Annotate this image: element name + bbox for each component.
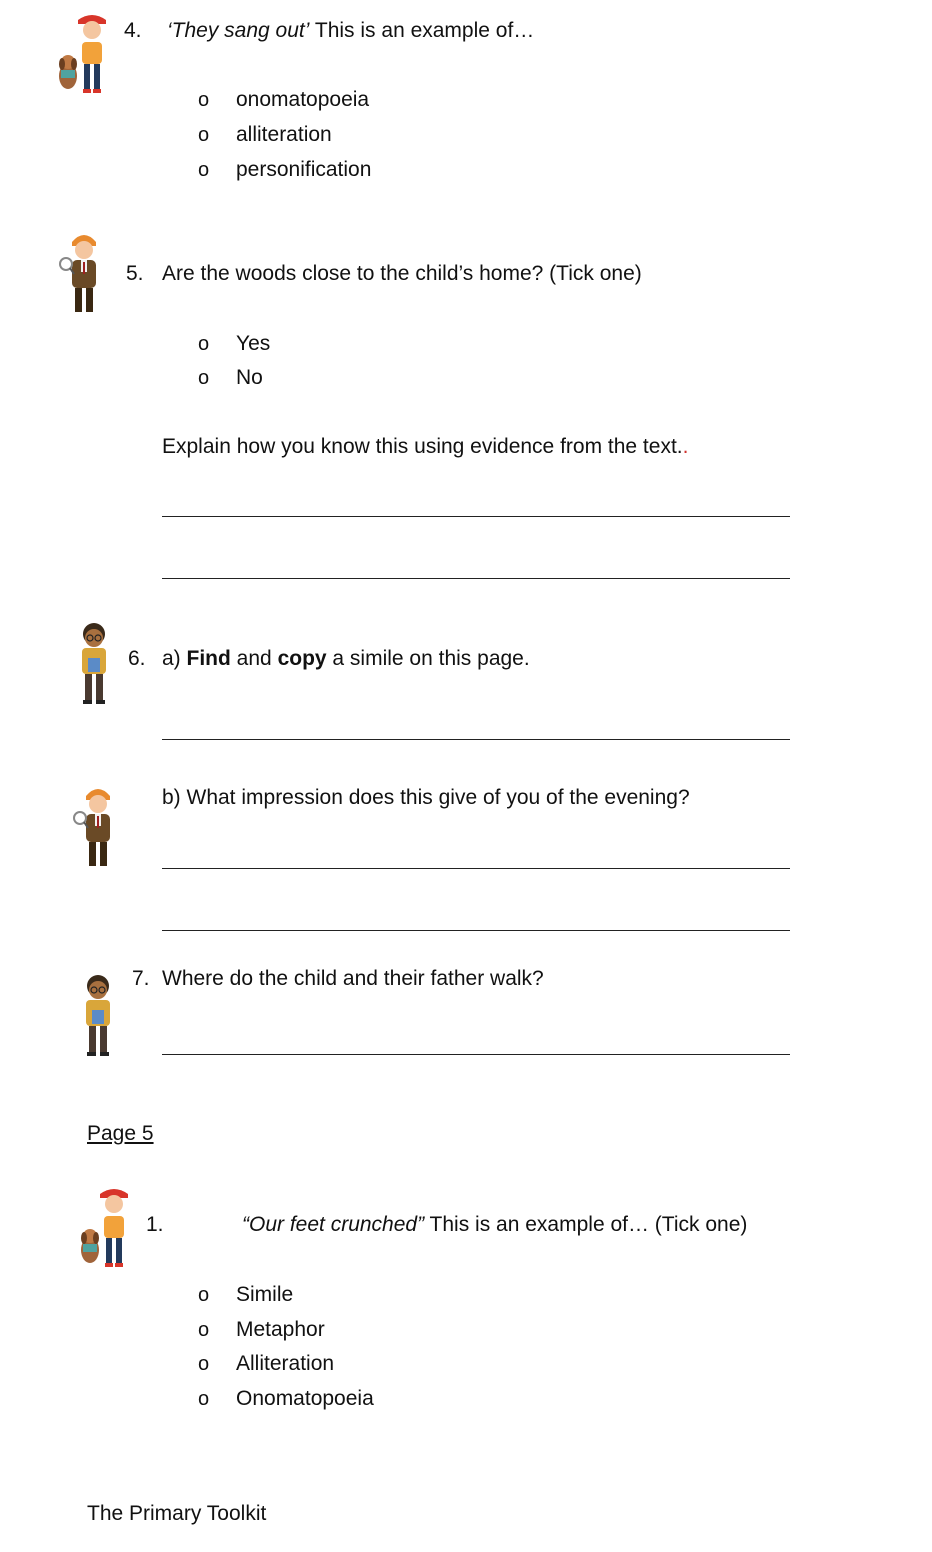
option-label: Simile: [236, 1283, 294, 1306]
answer-line[interactable]: [162, 868, 790, 869]
option-label: Onomatopoeia: [236, 1387, 374, 1410]
question-text: Where do the child and their father walk?: [162, 967, 544, 990]
answer-line[interactable]: [162, 1054, 790, 1055]
red-dot: .: [682, 435, 689, 458]
option-item[interactable]: [198, 1351, 334, 1377]
bold-copy: copy: [277, 647, 327, 670]
question-number: 4.: [124, 19, 142, 42]
question-text: [162, 646, 530, 672]
quote: “Our feet crunched”: [242, 1213, 425, 1236]
quote: ‘They sang out’: [167, 19, 310, 42]
answer-line[interactable]: [162, 739, 790, 740]
option-item[interactable]: [198, 122, 332, 148]
option-label: personification: [236, 158, 372, 181]
text-and: and: [230, 647, 278, 670]
option-item[interactable]: [198, 365, 263, 391]
bold-find: Find: [186, 647, 231, 670]
question-number: 5.: [126, 262, 144, 285]
question-number: 7.: [132, 967, 150, 990]
question-text: Are the woods close to the child’s home? (Tick one): [162, 262, 642, 285]
boy-with-dog-icon: [78, 1188, 132, 1270]
question-number: 6.: [128, 647, 146, 670]
option-item[interactable]: [198, 87, 369, 113]
reader-boy-icon: [74, 620, 114, 708]
question-text: [167, 18, 534, 44]
option-label: onomatopoeia: [236, 88, 370, 111]
part-label: a): [162, 647, 187, 670]
option-label: alliteration: [236, 123, 332, 146]
option-bullet: o: [198, 1284, 210, 1306]
answer-line[interactable]: [162, 516, 790, 517]
question-rest: This is an example of…: [309, 19, 535, 42]
option-bullet: o: [198, 367, 210, 389]
question-rest: This is an example of… (Tick one): [424, 1213, 748, 1236]
option-bullet: o: [198, 159, 210, 181]
option-item[interactable]: [198, 1282, 293, 1308]
option-item[interactable]: [198, 157, 371, 183]
option-item[interactable]: [198, 1317, 325, 1343]
explain-text: Explain how you know this using evidence from the text.: [162, 435, 683, 458]
question-text: b) What impression does this give of you of the evening?: [162, 786, 690, 809]
option-label: Metaphor: [236, 1318, 325, 1341]
question-number: 1.: [146, 1213, 164, 1236]
option-label: Yes: [236, 332, 271, 355]
footer-text: The Primary Toolkit: [87, 1502, 267, 1525]
option-label: Alliteration: [236, 1352, 335, 1375]
reader-boy-icon: [78, 972, 118, 1060]
option-bullet: o: [198, 89, 210, 111]
option-bullet: o: [198, 1388, 210, 1410]
boy-with-dog-icon: [56, 14, 110, 96]
answer-line[interactable]: [162, 930, 790, 931]
page-heading: Page 5: [87, 1122, 154, 1145]
option-bullet: o: [198, 124, 210, 146]
option-label: No: [236, 366, 263, 389]
question-text: [242, 1212, 747, 1238]
option-item[interactable]: [198, 1386, 374, 1412]
answer-line[interactable]: [162, 578, 790, 579]
detective-icon: [58, 230, 108, 316]
option-bullet: o: [198, 1353, 210, 1375]
option-bullet: o: [198, 333, 210, 355]
detective-icon: [72, 784, 122, 870]
option-bullet: o: [198, 1319, 210, 1341]
option-item[interactable]: [198, 331, 270, 357]
explain-prompt: [162, 434, 688, 460]
question-rest: a simile on this page.: [326, 647, 530, 670]
